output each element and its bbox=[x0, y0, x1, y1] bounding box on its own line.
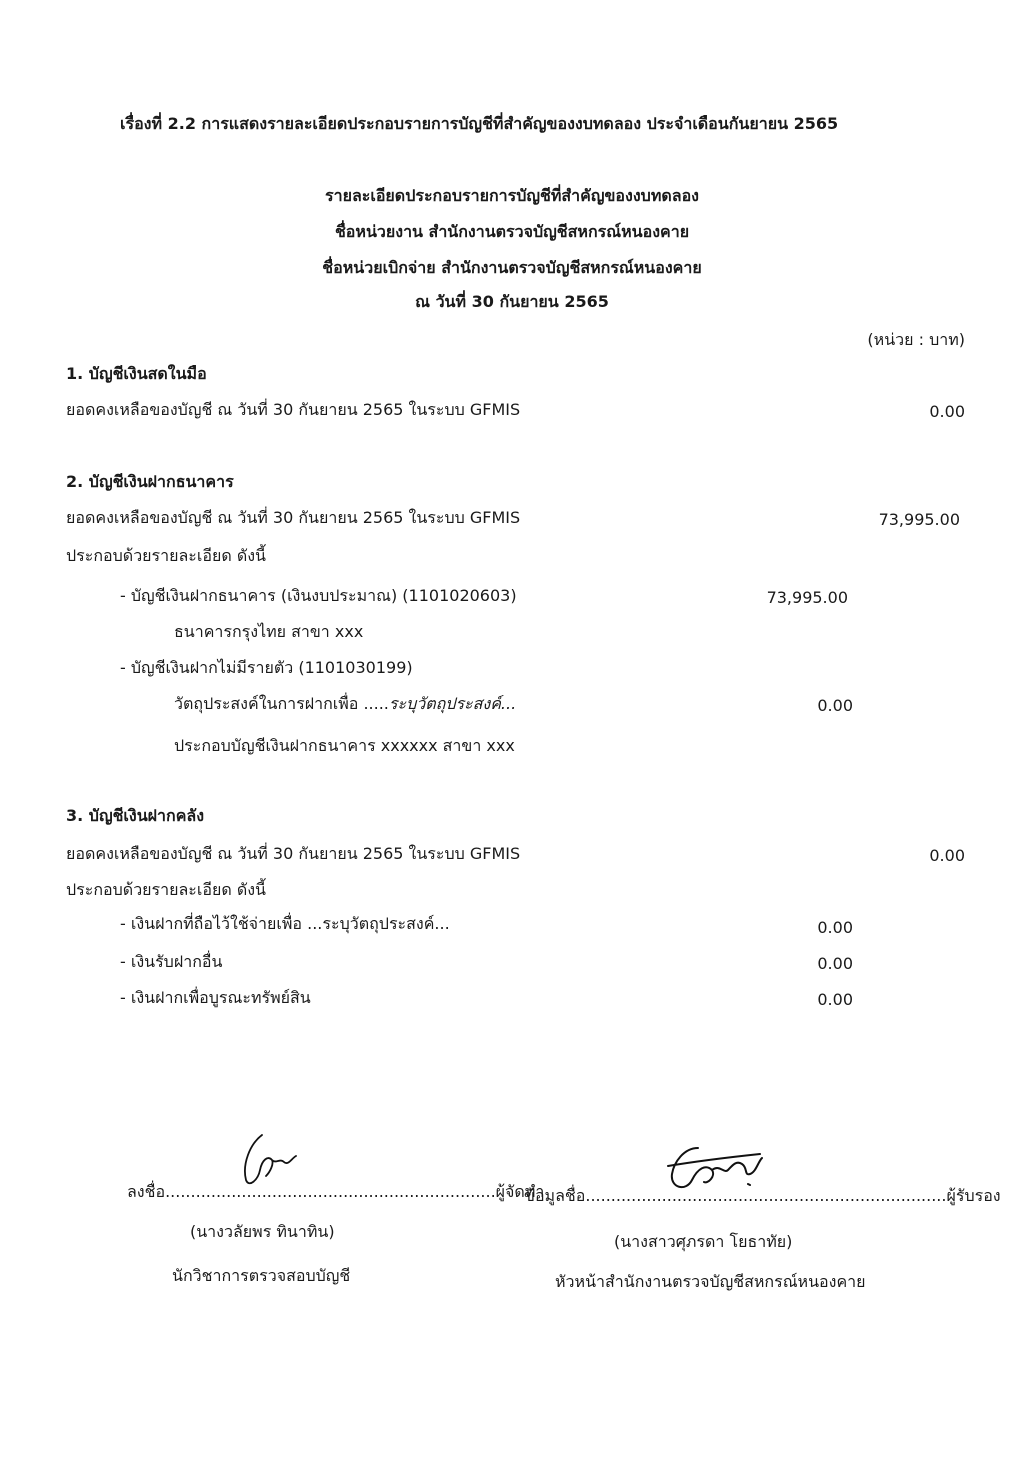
right-signature-line: ข้อมูลชื่อ.......................................................................ผู้รับรอง bbox=[524, 1186, 1001, 1205]
agency-name: ชื่อหน่วยงาน สำนักงานตรวจบัญชีสหกรณ์หนองคาย bbox=[334, 222, 690, 241]
section-3-item-1-value: 0.00 bbox=[817, 918, 853, 937]
section-2-item-2-purpose bbox=[174, 694, 516, 714]
section-2-balance-value: 73,995.00 bbox=[878, 510, 960, 529]
section-3-item-2-value: 0.00 bbox=[817, 954, 853, 973]
section-1-balance-value: 0.00 bbox=[929, 402, 965, 421]
right-signer-name: (นางสาวศุภรดา โยธาทัย) bbox=[614, 1232, 793, 1251]
purpose-placeholder: ระบุวัตถุประสงค์... bbox=[388, 694, 517, 713]
section-3-balance-value: 0.00 bbox=[929, 846, 965, 865]
section-2-detail-label: ประกอบด้วยรายละเอียด ดังนี้ bbox=[66, 546, 266, 565]
left-signature-scribble bbox=[232, 1130, 302, 1190]
section-3-heading: 3. บัญชีเงินฝากคลัง bbox=[66, 806, 205, 825]
right-signer-position: หัวหน้าสำนักงานตรวจบัญชีสหกรณ์หนองคาย bbox=[555, 1272, 866, 1291]
section-3-item-3-value: 0.00 bbox=[817, 990, 853, 1009]
section-2-item-1-bank: ธนาคารกรุงไทย สาขา xxx bbox=[174, 622, 364, 641]
document-title: เรื่องที่ 2.2 การแสดงรายละเอียดประกอบรายการบัญชีที่สำคัญของงบทดลอง ประจำเดือนกันยายน 2565 bbox=[120, 114, 839, 133]
section-3-item-1-label: - เงินฝากที่ถือไว้ใช้จ่ายเพื่อ ...ระบุวัตถุประสงค์... bbox=[120, 914, 450, 933]
left-signature-line: ลงชื่อ.................................................................ผู้จัดทำ bbox=[127, 1182, 545, 1201]
section-1-balance-label: ยอดคงเหลือของบัญชี ณ วันที่ 30 กันยายน 2565 ในระบบ GFMIS bbox=[66, 400, 521, 419]
section-2-item-1-label: - บัญชีเงินฝากธนาคาร (เงินงบประมาณ) (1101020603) bbox=[120, 586, 517, 605]
section-3-balance-label: ยอดคงเหลือของบัญชี ณ วันที่ 30 กันยายน 2565 ในระบบ GFMIS bbox=[66, 844, 521, 863]
section-2-item-2-value: 0.00 bbox=[817, 696, 853, 715]
section-3-item-3-label: - เงินฝากเพื่อบูรณะทรัพย์สิน bbox=[120, 988, 311, 1007]
report-title: รายละเอียดประกอบรายการบัญชีที่สำคัญของงบทดลอง bbox=[325, 186, 699, 205]
section-3-detail-label: ประกอบด้วยรายละเอียด ดังนี้ bbox=[66, 880, 266, 899]
section-2-heading: 2. บัญชีเงินฝากธนาคาร bbox=[66, 472, 234, 491]
disbursing-unit-name: ชื่อหน่วยเบิกจ่าย สำนักงานตรวจบัญชีสหกรณ์หนองคาย bbox=[322, 258, 702, 277]
report-date: ณ วันที่ 30 กันยายน 2565 bbox=[415, 292, 609, 311]
section-1-heading: 1. บัญชีเงินสดในมือ bbox=[66, 364, 207, 383]
section-3-item-2-label: - เงินรับฝากอื่น bbox=[120, 952, 223, 971]
section-2-item-1-value: 73,995.00 bbox=[766, 588, 848, 607]
left-signer-name: (นางวลัยพร ทินาทิน) bbox=[190, 1222, 335, 1241]
section-2-item-2-bank: ประกอบบัญชีเงินฝากธนาคาร xxxxxx สาขา xxx bbox=[174, 736, 515, 755]
left-signer-position: นักวิชาการตรวจสอบบัญชี bbox=[172, 1266, 351, 1285]
section-2-balance-label: ยอดคงเหลือของบัญชี ณ วันที่ 30 กันยายน 2565 ในระบบ GFMIS bbox=[66, 508, 521, 527]
purpose-prefix: วัตถุประสงค์ในการฝากเพื่อ ..... bbox=[174, 694, 389, 713]
unit-label: (หน่วย : บาท) bbox=[867, 330, 965, 349]
section-2-item-2-label: - บัญชีเงินฝากไม่มีรายตัว (1101030199) bbox=[120, 658, 413, 677]
